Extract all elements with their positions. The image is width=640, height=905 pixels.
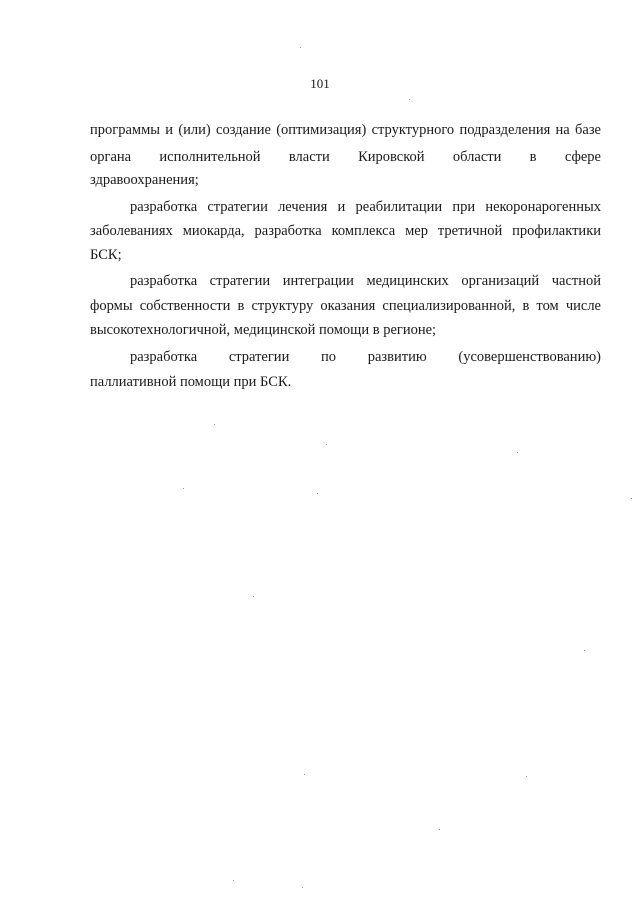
text-line: разработка стратегии лечения и реабилитации при некоронарогенных — [130, 199, 601, 215]
scan-speck — [214, 424, 215, 425]
text-line: органа исполнительной власти Кировской области в сфере — [90, 149, 601, 165]
scan-speck — [253, 596, 254, 597]
text-line: высокотехнологичной, медицинской помощи в регионе; — [90, 322, 437, 338]
text-line: разработка стратегии интеграции медицинских организаций частной — [130, 273, 601, 289]
scan-speck — [233, 880, 234, 881]
scan-speck — [631, 498, 632, 499]
page-number: 101 — [310, 76, 330, 91]
scan-speck — [584, 650, 585, 651]
scan-speck — [517, 452, 518, 453]
text-line: программы и (или) создание (оптимизация) структурного подразделения на базе — [90, 122, 601, 138]
text-line: паллиативной помощи при БСК. — [90, 374, 292, 390]
text-line: здравоохранения; — [90, 172, 199, 188]
scan-speck — [409, 99, 410, 100]
text-line: БСК; — [90, 247, 122, 263]
scan-speck — [326, 444, 327, 445]
text-line: разработка стратегии по развитию (усовершенствованию) — [130, 349, 601, 365]
scan-speck — [183, 488, 184, 489]
scan-speck — [300, 47, 301, 48]
text-line: заболеваниях миокарда, разработка комплекса мер третичной профилактики — [90, 223, 601, 239]
scan-speck — [302, 887, 303, 888]
text-line: формы собственности в структуру оказания специализированной, в том числе — [90, 298, 601, 314]
scan-speck — [304, 774, 305, 775]
scan-speck — [317, 493, 318, 494]
scan-speck — [439, 829, 440, 830]
scan-speck — [526, 776, 527, 777]
